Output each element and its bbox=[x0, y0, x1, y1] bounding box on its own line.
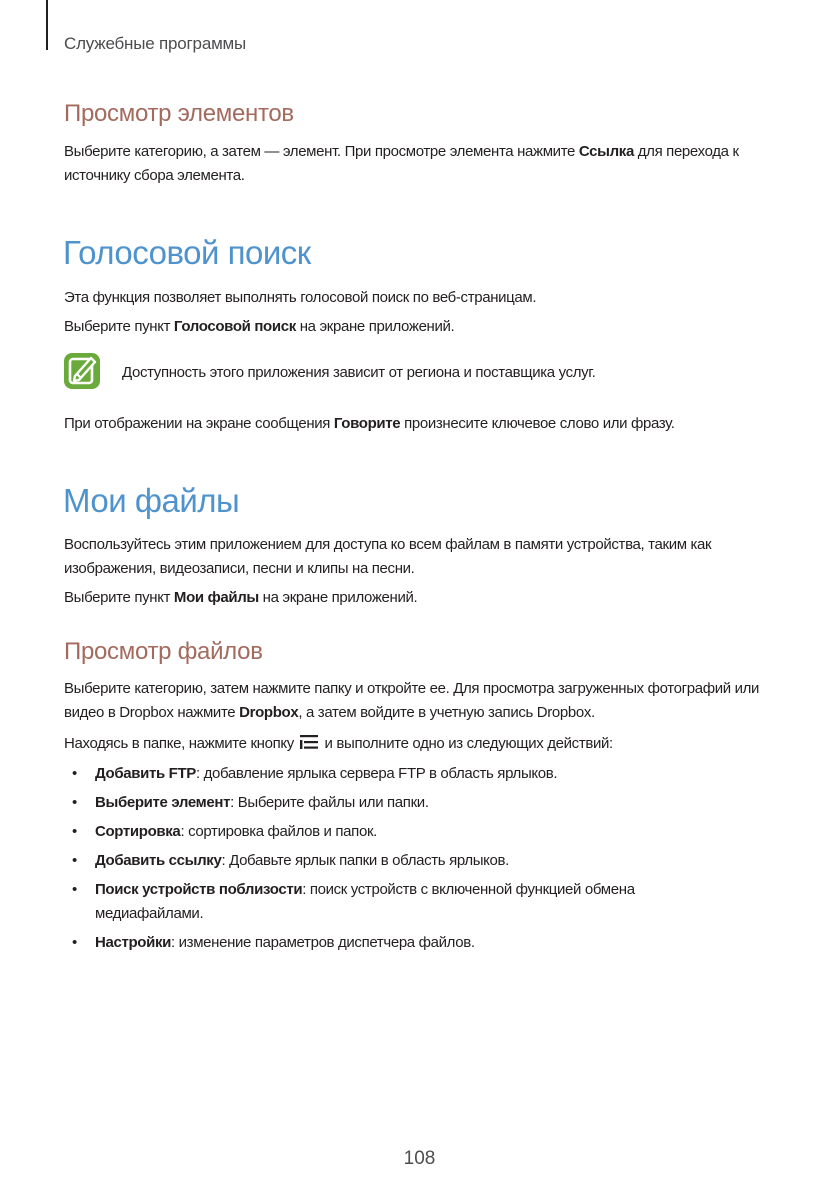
view-elements-paragraph: Выберите категорию, а затем — элемент. При просмотре элемента нажмите Ссылка для перехода к источнику сбора элемента. bbox=[64, 143, 739, 184]
my-files-intro: Воспользуйтесь этим приложением для доступа ко всем файлам в памяти устройства, таким как изображения, видеозаписи, песни и клипы на песни. bbox=[64, 536, 712, 577]
note-pencil-icon bbox=[63, 352, 101, 390]
link-term: Ссылка bbox=[578, 143, 634, 160]
list-item: • Поиск устройств поблизости: поиск устройств с включенной функцией обмена медиафайлами. bbox=[72, 881, 635, 922]
view-files-paragraph-2: Находясь в папке, нажмите кнопку и выполните одно из следующих действий: bbox=[64, 735, 613, 752]
note-text: Доступность этого приложения зависит от региона и поставщика услуг. bbox=[122, 364, 596, 381]
list-item: • Добавить ссылку: Добавьте ярлык папки в область ярлыков. bbox=[72, 852, 509, 869]
list-item: • Добавить FTP: добавление ярлыка сервера FTP в область ярлыков. bbox=[72, 765, 558, 782]
my-files-select: Выберите пункт Мои файлы на экране приложений. bbox=[64, 589, 418, 606]
view-elements-heading: Просмотр элементов bbox=[64, 100, 294, 127]
view-files-heading: Просмотр файлов bbox=[64, 638, 263, 665]
dropbox-term: Dropbox bbox=[239, 704, 299, 721]
margin-rule bbox=[46, 0, 48, 50]
list-item: • Настройки: изменение параметров диспетчера файлов. bbox=[72, 934, 475, 951]
speak-term: Говорите bbox=[333, 415, 401, 432]
menu-key-icon bbox=[299, 734, 319, 750]
my-files-heading: Мои файлы bbox=[63, 482, 240, 519]
list-item: • Сортировка: сортировка файлов и папок. bbox=[72, 823, 377, 840]
page-number: 108 bbox=[403, 1148, 436, 1169]
voice-search-heading: Голосовой поиск bbox=[63, 234, 311, 271]
voice-search-intro: Эта функция позволяет выполнять голосовой поиск по веб-страницам. bbox=[64, 289, 537, 306]
my-files-term: Мои файлы bbox=[173, 589, 259, 606]
section-header: Служебные программы bbox=[64, 34, 247, 53]
voice-search-speak: При отображении на экране сообщения Говорите произнесите ключевое слово или фразу. bbox=[64, 415, 675, 432]
voice-search-select: Выберите пункт Голосовой поиск на экране приложений. bbox=[64, 318, 455, 335]
voice-search-term: Голосовой поиск bbox=[173, 318, 296, 335]
view-files-paragraph-1: Выберите категорию, затем нажмите папку и откройте ее. Для просмотра загруженных фотографий или видео в Dropbox нажмите Dropbox, а затем войдите в учетную запись Dropbox. bbox=[64, 680, 760, 721]
list-item: • Выберите элемент: Выберите файлы или папки. bbox=[72, 794, 429, 811]
